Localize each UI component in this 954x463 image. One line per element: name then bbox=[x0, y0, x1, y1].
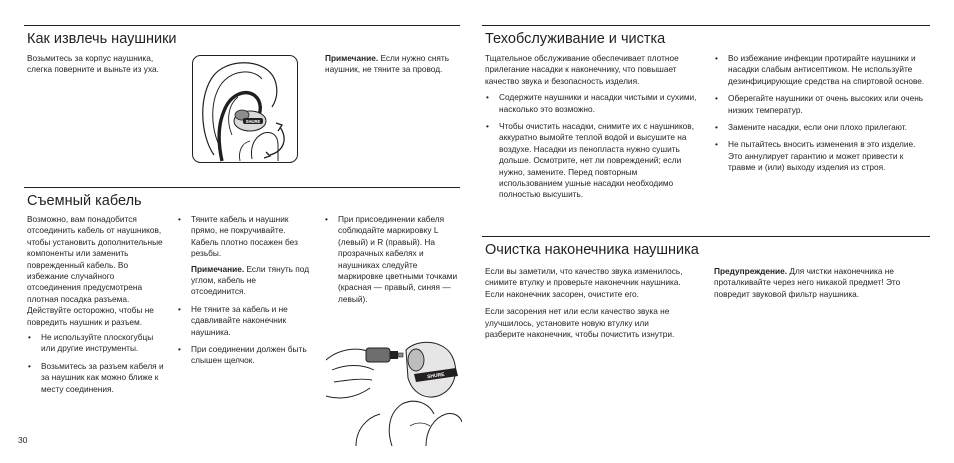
list-item: • Во избежание инфекции протирайте наушники и насадки слабым антисептиком. Не используйте дезинфицирующие средства на спиртовой основе. bbox=[714, 53, 930, 87]
cable-intro: Возможно, вам понадобится отсоединить кабель от наушников, чтобы установить дополнительные компоненты или заменить поврежденный кабель. Во избежание случайного отсоединения предусмотрена плотная посадка разъема. Действуйте осторожно, чтобы не повредить наушник и разъем. bbox=[27, 214, 163, 327]
cable-col2-note bbox=[177, 264, 312, 298]
nozzle-top-rule bbox=[482, 236, 930, 237]
nozzle-warning-label: Предупреждение. bbox=[714, 266, 788, 276]
list-item: • Замените насадки, если они плохо прилегают. bbox=[714, 122, 930, 133]
list-item: • При соединении должен быть слышен щелчок. bbox=[177, 344, 312, 367]
cable-col-2 bbox=[177, 214, 312, 373]
ear-removal-drawing bbox=[192, 55, 298, 163]
cable-connector-illustration bbox=[326, 330, 462, 446]
nozzle-paragraph-1: Если вы заметили, что качество звука изменилось, снимите втулку и проверьте наконечник наушника. Если наконечник засорен, очистите его. bbox=[485, 266, 683, 299]
nozzle-warning-text: Для чистки наконечника не проталкивайте через него никакой предмет! Это повредит звуковой фильтр наушника. bbox=[714, 266, 901, 299]
remove-note-text: Если нужно снять наушник, не тяните за провод. bbox=[325, 53, 450, 75]
cable-col2-note-label: Примечание. bbox=[191, 263, 245, 274]
maintenance-top-rule bbox=[482, 25, 930, 26]
nozzle-warning bbox=[714, 266, 924, 300]
list-item: • При присоединении кабеля соблюдайте маркировку L (левый) и R (правый). На прозрачных кабелях и наушниках следуйте маркировке цветными точками (красная — правый, синяя — левый). bbox=[324, 214, 460, 305]
cable-col-3 bbox=[324, 214, 460, 311]
remove-paragraph: Возьмитесь за корпус наушника, слегка поверните и выньте из уха. bbox=[27, 53, 159, 75]
remove-text bbox=[27, 53, 167, 82]
maintenance-col-2 bbox=[714, 53, 930, 180]
remove-note-label: Примечание. bbox=[325, 53, 379, 63]
maintenance-intro: Тщательное обслуживание обеспечивает плотное прилегание насадки к наконечнику, что повышает качество звука и безопасность изделия. bbox=[485, 53, 679, 86]
list-item: • Содержите наушники и насадки чистыми и сухими, насколько это возможно. bbox=[485, 92, 697, 115]
page-number: 30 bbox=[18, 435, 28, 445]
list-item: • Не пытайтесь вносить изменения в это изделие. Это аннулирует гарантию и может привести к травме и (или) выходу изделия из строя. bbox=[714, 139, 930, 173]
remove-note-paragraph bbox=[325, 53, 460, 76]
nozzle-col-2 bbox=[714, 266, 924, 306]
nozzle-col-1 bbox=[485, 266, 689, 346]
cable-col3-list bbox=[324, 214, 460, 305]
cable-col-1 bbox=[27, 214, 167, 401]
remove-top-rule bbox=[24, 25, 460, 26]
cable-top-rule bbox=[24, 187, 460, 188]
connector-logo-text: SHURE bbox=[426, 371, 445, 381]
list-item: • Чтобы очистить насадки, снимите их с наушников, аккуратно вымойте теплой водой и высушите на воздухе. Насадки из пенопласта нужно сушить дольше. Осмотрите, нет ли повреждений; если нужно, замените. Перед повторным использованием ушные насадки необходимо полностью высушить. bbox=[485, 121, 697, 201]
cable-col2-list-b bbox=[177, 304, 312, 367]
list-item: • Не тяните за кабель и не сдавливайте наконечник наушника. bbox=[177, 304, 312, 338]
nozzle-paragraph-2: Если засорения нет или если качество звука не улучшилось, установите новую втулку или разберите наконечник, чтобы почистить изнутри. bbox=[485, 306, 675, 340]
list-item: • Тяните кабель и наушник прямо, не покручивайте. Кабель плотно посажен без резьбы. bbox=[177, 214, 312, 260]
maintenance-col2-list bbox=[714, 53, 930, 174]
list-item: • Возьмитесь за разъем кабеля и за наушник как можно ближе к месту соединения. bbox=[27, 361, 167, 395]
maintenance-col1-list bbox=[485, 92, 697, 201]
list-item: • Не используйте плоскогубцы или другие инструменты. bbox=[27, 332, 167, 355]
cable-title: Съемный кабель bbox=[27, 193, 142, 209]
nozzle-title: Очистка наконечника наушника bbox=[485, 242, 699, 258]
ear-removal-illustration bbox=[192, 55, 298, 163]
cable-col2-note-text: Если тянуть под углом, кабель не отсоединится. bbox=[191, 263, 310, 297]
remove-note bbox=[325, 53, 460, 82]
remove-title: Как извлечь наушники bbox=[27, 31, 177, 47]
cable-col2-list-a bbox=[177, 214, 312, 260]
ear-logo-text: SHURE bbox=[245, 118, 261, 124]
maintenance-title: Техобслуживание и чистка bbox=[485, 31, 666, 47]
cable-connector-drawing bbox=[326, 330, 462, 446]
cable-col1-list bbox=[27, 332, 167, 395]
maintenance-col-1 bbox=[485, 53, 697, 207]
list-item: • Оберегайте наушники от очень высоких или очень низких температур. bbox=[714, 93, 930, 116]
